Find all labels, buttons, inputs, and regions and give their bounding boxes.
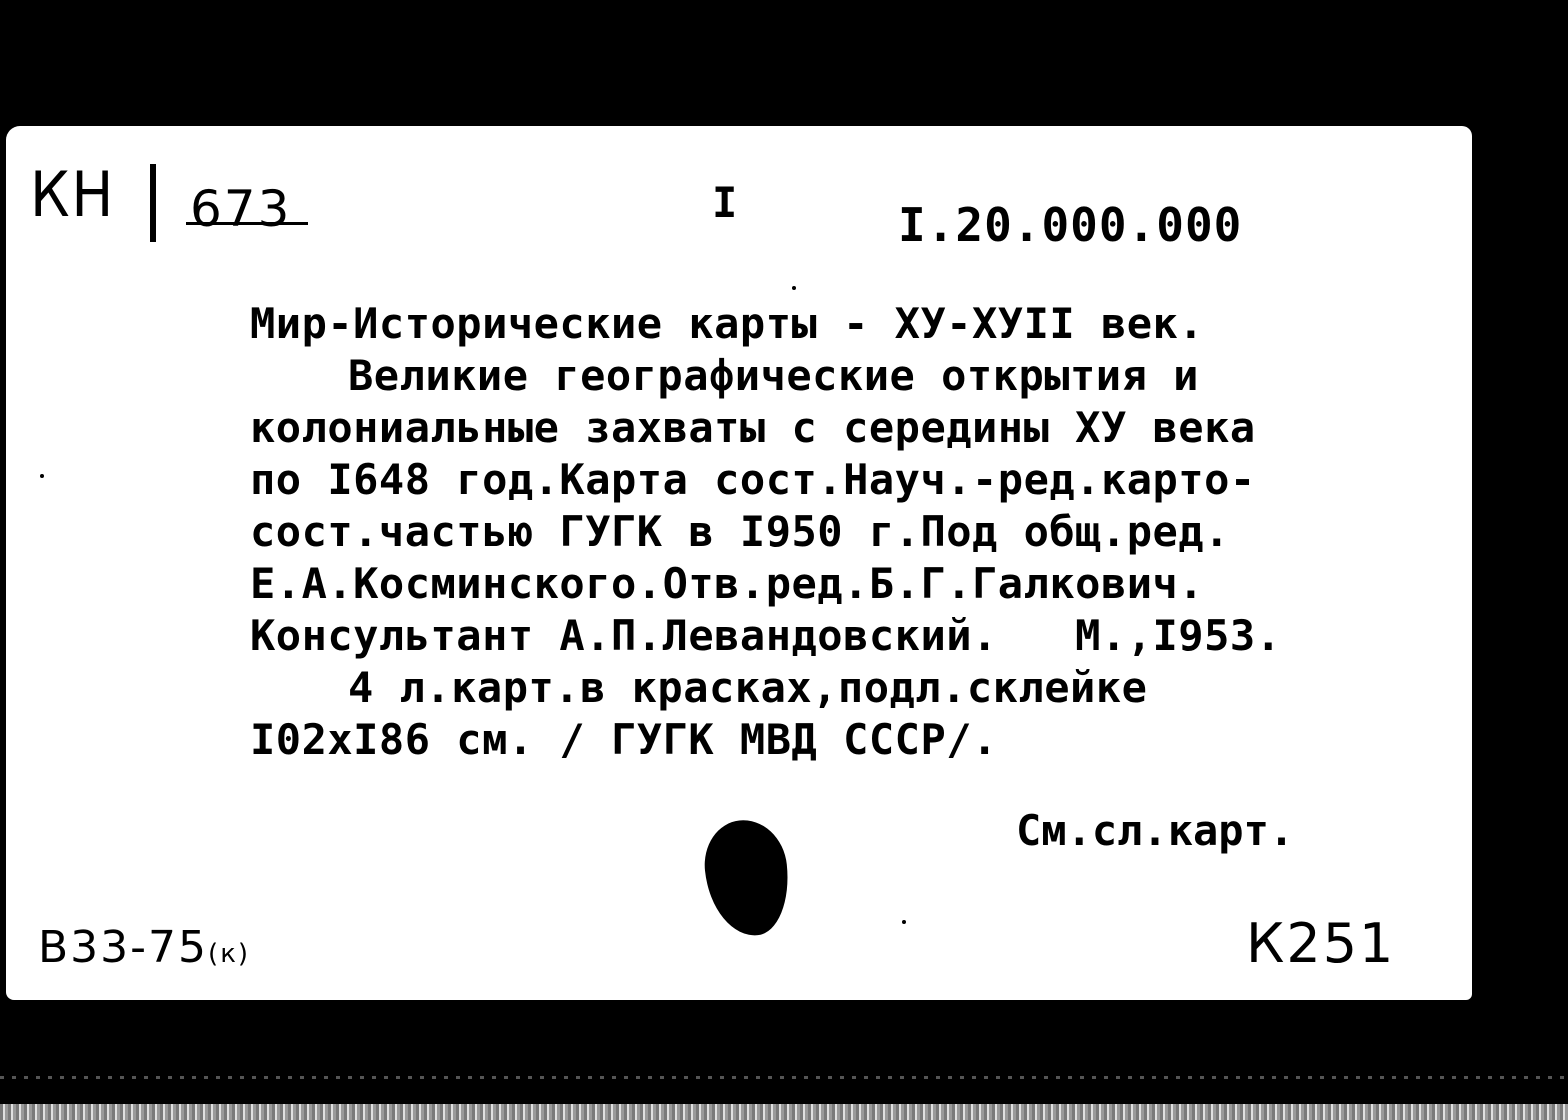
scan-artifact-band [0,1104,1568,1120]
shelf-mark-number: 673 [190,180,292,238]
ink-blot [700,816,794,940]
speck [792,286,796,290]
inventory-number-left-main: В33-75 [38,922,209,973]
description-line: по I648 год.Карта сост.Науч.-ред.карто- [250,455,1256,504]
shelf-mark-letters: КН [30,158,116,231]
description-line: сост.частью ГУГК в I950 г.Под общ.ред. [250,507,1230,556]
see-also-note: См.сл.карт. [1016,806,1295,855]
speck [40,474,44,478]
shelf-mark-divider [150,164,156,242]
volume-numeral: I [712,178,738,227]
bibliographic-description [250,298,1460,766]
inventory-number-left-suffix: (к) [208,939,251,969]
description-line: 4 л.карт.в красках,подл.склейке [348,663,1148,712]
description-line: Мир-Исторические карты - ХУ-ХУII век. [250,299,1205,348]
description-line: колониальные захваты с середины ХУ века [250,403,1256,452]
inventory-number-left [38,922,250,973]
map-scale: I.20.000.000 [898,198,1243,252]
description-line: Консультант А.П.Левандовский. М.,I953. [250,611,1282,660]
speck [902,920,906,924]
description-line: Великие географические открытия и [348,351,1199,400]
inventory-number-right: К251 [1246,912,1396,975]
description-line: Е.А.Косминского.Отв.ред.Б.Г.Галкович. [250,559,1205,608]
description-line: I02хI86 см. / ГУГК МВД СССР/. [250,715,998,764]
shelf-mark [30,158,292,238]
scan-artifact-line [0,1076,1568,1079]
catalog-card [6,126,1472,1000]
